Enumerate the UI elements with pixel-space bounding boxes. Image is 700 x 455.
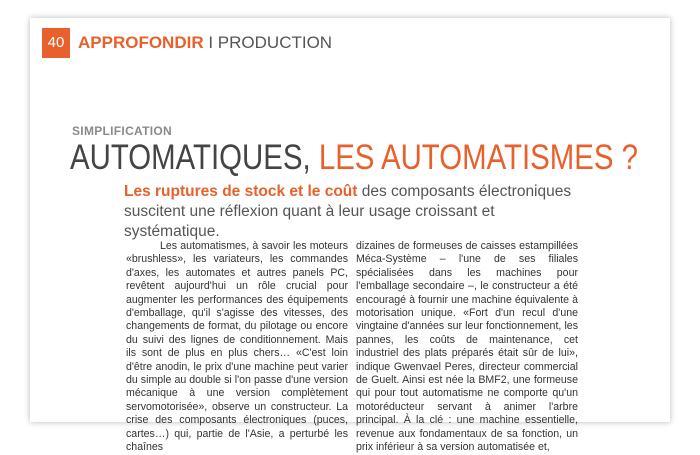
headline-part2: LES AUTOMATISMES ? — [318, 138, 638, 177]
article-deck — [124, 182, 594, 242]
article-headline — [70, 136, 638, 180]
magazine-page — [30, 18, 670, 454]
body-column-1: Les automatismes, à savoir les moteurs «brushless», les variateurs, les commandes d'axes, les automates et autres panels PC, revêtent aujourd'hui un rôle crucial pour augmenter les performances des équipements d'emballage, qu'il s'agisse des vitesses, des changements de format, du pilotage ou encore du suivi des lignes de conditionnement. Mais ils sont de plus en plus chers… «C'est loin d'être anodin, le prix d'une machine peut varier du simple au double si l'on passe d'une version mécanique à une version complètement servomotorisée», observe un constructeur. La crise des composants électroniques (puces, cartes…) qui, partie de l'Asie, a perturbé les chaînes — [126, 240, 348, 454]
section-header — [78, 29, 332, 57]
section-separator: I — [203, 33, 218, 52]
body-column-2: dizaines de formeuses de caisses estampillées Méca-Système – l'une de ses filiales spécialisées dans les machines pour l'emballage secondaire –, le constructeur a été encouragé à fournir une machine équivalente à motorisation unique. «Fort d'un recul d'une vingtaine d'années sur leur fonctionnement, les pannes, les coûts de maintenance, cet industriel des plats préparés était sûr de lui», indique Gwenvael Peres, directeur commercial de Guelt. Ainsi est née la BMF2, une formeuse qui pour tout automatisme ne comporte qu'un motoréducteur servant à animer l'arbre principal. À la clé : une machine essentielle, revenue aux fondamentaux de sa fonction, un prix inférieur à sa version automatisée et, — [356, 240, 578, 454]
deck-rest: des composants électroniques suscitent une réflexion quant à leur usage croissant et systématique. — [124, 183, 572, 240]
headline-part1: AUTOMATIQUES, — [70, 138, 319, 177]
article-kicker: SIMPLIFICATION — [72, 124, 172, 138]
page-number: 40 — [42, 28, 70, 58]
section-label: APPROFONDIR — [78, 33, 204, 52]
deck-lead: Les ruptures de stock et le coût — [124, 183, 358, 200]
subsection-label: PRODUCTION — [217, 33, 333, 52]
